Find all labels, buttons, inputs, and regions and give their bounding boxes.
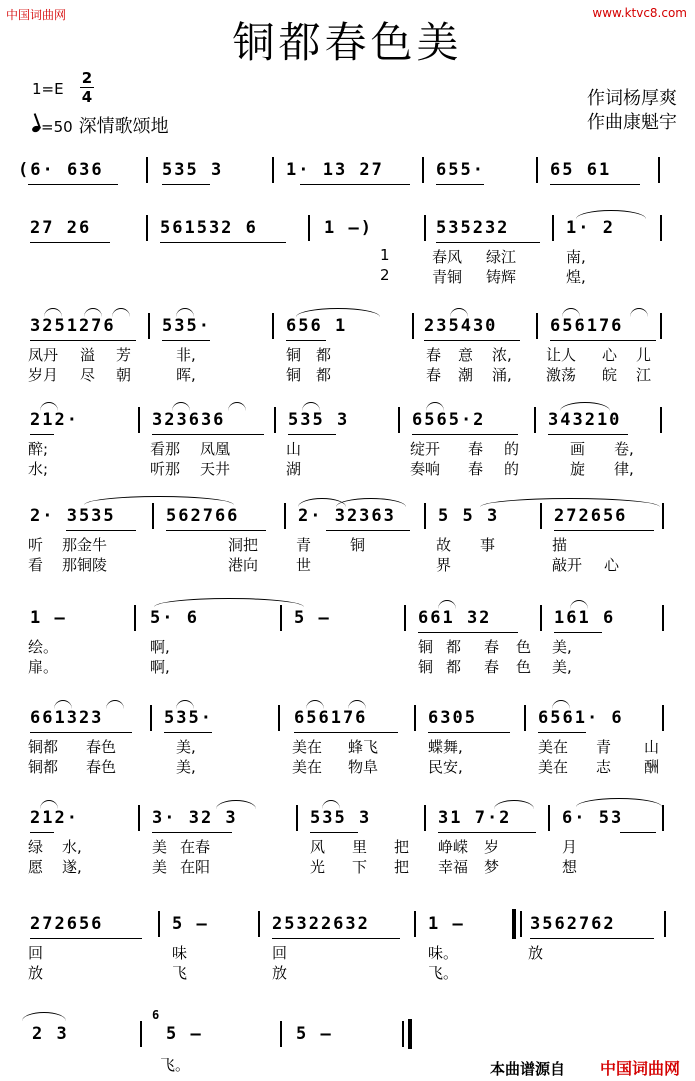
music-line [0, 410, 695, 434]
lyric: 故 [436, 536, 452, 554]
lyric: 心 [604, 556, 620, 574]
lyric: 物阜 [348, 758, 379, 776]
lyric: 事 [480, 536, 496, 554]
bar-line [424, 503, 426, 529]
lyric: 都 [446, 658, 462, 676]
lyric: 铜 [350, 536, 366, 554]
measure: 6· 53 [562, 808, 624, 828]
measure: 535· [162, 316, 211, 336]
lyric: 美在 [292, 758, 323, 776]
bar-line [278, 705, 280, 731]
lyric: 水, [62, 838, 82, 856]
grace-note: 6 [152, 1008, 162, 1022]
lyric: 朝 [116, 366, 132, 384]
music-line [0, 808, 695, 832]
lyric: 飞。 [428, 964, 459, 982]
bar-line [402, 1021, 404, 1047]
lyric: 放 [28, 964, 44, 982]
bar-line [398, 407, 400, 433]
bar-line [548, 805, 550, 831]
lyric: 把 [394, 838, 410, 856]
lyric: 春 [468, 440, 484, 458]
watermark-right: www.ktvc8.com [592, 6, 687, 20]
source-brand-link[interactable]: 中国词曲网 [600, 1059, 681, 1078]
bar-line [520, 911, 522, 937]
lyric: 绿江 [486, 248, 517, 266]
bar-line [404, 605, 406, 631]
lyric: 南, [566, 248, 586, 266]
lyric: 放 [528, 944, 544, 962]
measure: 6565·2 [412, 410, 486, 430]
bar-line [414, 911, 416, 937]
composer-credit: 作曲康魁宇 [587, 112, 677, 133]
measure: 1 — [30, 608, 67, 628]
bar-line [660, 407, 662, 433]
lyric: 非, [176, 346, 196, 364]
measure: 656176 [550, 316, 624, 336]
measure: 535· [164, 708, 213, 728]
lyric: 色 [516, 638, 532, 656]
lyric: 春色 [86, 738, 117, 756]
lyric: 铜 [286, 366, 302, 384]
lyric: 在春 [180, 838, 211, 856]
music-line [0, 608, 695, 632]
measure: (6· 636 [18, 160, 104, 180]
lyric: 铜 [286, 346, 302, 364]
bar-line [148, 313, 150, 339]
measure: 3562762 [530, 914, 616, 934]
lyric: 放 [272, 964, 288, 982]
lyric: 天井 [200, 460, 231, 478]
measure: 535 3 [288, 410, 350, 430]
bar-line [134, 605, 136, 631]
lyric: 山 [286, 440, 302, 458]
lyric: 描 [552, 536, 568, 554]
lyric: 味。 [428, 944, 459, 962]
lyric: 溢 [80, 346, 96, 364]
lyric: 世 [296, 556, 312, 574]
measure: 272656 [554, 506, 628, 526]
lyric: 啊, [150, 658, 170, 676]
lyric: 想 [562, 858, 578, 876]
lyric: 美, [176, 738, 196, 756]
expression-marking: 深情歌颂地 [78, 116, 169, 137]
bar-line [272, 157, 274, 183]
bar-line [284, 503, 286, 529]
lyric: 蜂飞 [348, 738, 379, 756]
bar-line [660, 313, 662, 339]
measure: 535232 [436, 218, 510, 238]
measure: 3251276 [30, 316, 116, 336]
lyric: 铜都 [28, 738, 59, 756]
measure: 3· 32 3 [152, 808, 238, 828]
measure: 5· 6 [150, 608, 199, 628]
bar-line [308, 215, 310, 241]
lyric: 敲开 [552, 556, 583, 574]
measure: 661 32 [418, 608, 492, 628]
bar-line [424, 805, 426, 831]
measure: 561532 6 [160, 218, 258, 238]
measure: 6305 [428, 708, 477, 728]
lyric: 芳 [116, 346, 132, 364]
lyric: 美在 [292, 738, 323, 756]
lyric: 湖 [286, 460, 302, 478]
lyric: 春色 [86, 758, 117, 776]
tempo-value: =50 [41, 118, 73, 136]
lyric: 洞把 [228, 536, 259, 554]
measure: 5 5 3 [438, 506, 500, 526]
bar-line [662, 605, 664, 631]
lyric: 那铜陵 [62, 556, 108, 574]
measure: 5 — [166, 1024, 203, 1044]
lyric: 把 [394, 858, 410, 876]
measure: 161 6 [554, 608, 616, 628]
lyric: 意 [458, 346, 474, 364]
lyric: 绘。 [28, 638, 59, 656]
lyric: 卷, [614, 440, 634, 458]
music-line [0, 160, 695, 184]
measure: 272656 [30, 914, 104, 934]
bar-line [664, 911, 666, 937]
lyric: 江 [636, 366, 652, 384]
music-line [0, 708, 695, 732]
time-signature [80, 70, 94, 105]
lyric: 梦 [484, 858, 500, 876]
music-line [0, 316, 695, 340]
measure: 656176 [294, 708, 368, 728]
music-line [0, 1008, 695, 1048]
measure: 562766 [166, 506, 240, 526]
measure: 535 3 [310, 808, 372, 828]
bar-line [552, 215, 554, 241]
measure: 31 7·2 [438, 808, 512, 828]
bar-line [258, 911, 260, 937]
lyric: 青 [596, 738, 612, 756]
measure: 535 3 [162, 160, 224, 180]
bar-line [662, 503, 664, 529]
lyric: 律, [614, 460, 634, 478]
lyric: 飞 [172, 964, 188, 982]
measure: 343210 [548, 410, 622, 430]
lyric: 尽 [80, 366, 96, 384]
bar-line [540, 605, 542, 631]
lyric: 皖 [602, 366, 618, 384]
bar-line [140, 1021, 142, 1047]
lyric: 风 [310, 838, 326, 856]
lyric: 春 [426, 346, 442, 364]
bar-line [150, 705, 152, 731]
measure: 323636 [152, 410, 226, 430]
music-line [0, 506, 695, 530]
lyric: 听 [28, 536, 44, 554]
lyric: 美在 [538, 738, 569, 756]
lyricist-credit: 作词杨厚爽 [587, 88, 677, 109]
bar-line [152, 503, 154, 529]
lyric: 铜 [418, 638, 434, 656]
bar-line [524, 705, 526, 731]
lyric: 美在 [538, 758, 569, 776]
lyric: 光 [310, 858, 326, 876]
lyric: 铜 [418, 658, 434, 676]
lyric: 遂, [62, 858, 82, 876]
music-line [0, 218, 695, 242]
bar-line [274, 407, 276, 433]
lyric: 醉; [28, 440, 49, 458]
lyric: 凤凰 [200, 440, 231, 458]
measure: 2· 3535 [30, 506, 116, 526]
lyric: 回 [28, 944, 44, 962]
lyric: 听那 [150, 460, 181, 478]
bar-line [658, 157, 660, 183]
lyric: 春 [468, 460, 484, 478]
repeat-bar [512, 909, 516, 939]
measure: 27 26 [30, 218, 92, 238]
measure: 655· [436, 160, 485, 180]
bar-line [534, 407, 536, 433]
lyric: 凤丹 [28, 346, 59, 364]
lyric: 的 [504, 460, 520, 478]
bar-line [662, 705, 664, 731]
bar-line [536, 313, 538, 339]
lyric: 铸辉 [486, 268, 517, 286]
lyric: 青 [296, 536, 312, 554]
lyric: 色 [516, 658, 532, 676]
lyric: 峥嵘 [438, 838, 469, 856]
lyric: 铜都 [28, 758, 59, 776]
measure: 212· [30, 410, 79, 430]
tempo-marking [32, 112, 169, 138]
bar-line [138, 407, 140, 433]
lyric: 扉。 [28, 658, 59, 676]
measure: 5 — [294, 608, 331, 628]
lyric: 绽开 [410, 440, 441, 458]
lyric: 月 [562, 838, 578, 856]
bar-line [414, 705, 416, 731]
bar-line [158, 911, 160, 937]
key-signature: 1=E [32, 80, 64, 98]
lyric: 美 [152, 858, 168, 876]
bar-line [422, 157, 424, 183]
lyric: 那金牛 [62, 536, 108, 554]
bar-line [412, 313, 414, 339]
measure: 1· 2 [566, 218, 615, 238]
bar-line [272, 313, 274, 339]
lyric: 下 [352, 858, 368, 876]
lyric: 美 [152, 838, 168, 856]
lyric: 青铜 [432, 268, 463, 286]
lyric: 看 [28, 556, 44, 574]
lyric: 美, [176, 758, 196, 776]
lyric: 岁 [484, 838, 500, 856]
lyric: 潮 [458, 366, 474, 384]
verse-number: 1 [380, 246, 390, 264]
measure: 2 3 [32, 1024, 69, 1044]
verse-number: 2 [380, 266, 390, 284]
measure: 5 — [172, 914, 209, 934]
lyric: 让人 [546, 346, 577, 364]
bar-line [424, 215, 426, 241]
lyric: 回 [272, 944, 288, 962]
lyric: 看那 [150, 440, 181, 458]
measure: 656 1 [286, 316, 348, 336]
song-title: 铜都春色美 [232, 18, 463, 67]
lyric: 奏响 [410, 460, 441, 478]
measure: 1· 13 27 [286, 160, 384, 180]
measure: 25322632 [272, 914, 370, 934]
lyric: 界 [436, 556, 452, 574]
bar-line [296, 805, 298, 831]
lyric: 山 [644, 738, 660, 756]
lyric: 岁月 [28, 366, 59, 384]
lyric: 心 [602, 346, 618, 364]
lyric: 春 [484, 658, 500, 676]
lyric: 志 [596, 758, 612, 776]
time-signature-bottom: 4 [81, 88, 93, 106]
bar-line [138, 805, 140, 831]
bar-line [536, 157, 538, 183]
music-line [0, 914, 695, 938]
lyric: 里 [352, 838, 368, 856]
bar-line [280, 605, 282, 631]
lyric: 煌, [566, 268, 586, 286]
time-signature-top: 2 [81, 69, 93, 87]
lyric: 啊, [150, 638, 170, 656]
measure: 5 — [296, 1024, 333, 1044]
measure: 212· [30, 808, 79, 828]
lyric: 都 [446, 638, 462, 656]
lyric: 幸福 [438, 858, 469, 876]
final-bar [408, 1019, 412, 1049]
lyric: 晖, [176, 366, 196, 384]
lyric: 的 [504, 440, 520, 458]
watermark-left: 中国词曲网 [6, 8, 67, 22]
measure: 235430 [424, 316, 498, 336]
lyric: 愿 [28, 858, 44, 876]
lyric: 美, [552, 658, 572, 676]
lyric: 都 [316, 366, 332, 384]
lyric: 民安, [428, 758, 463, 776]
lyric: 春风 [432, 248, 463, 266]
measure: 2· 32363 [298, 506, 396, 526]
lyric: 旋 [570, 460, 586, 478]
source-label: 本曲谱源自 [490, 1060, 566, 1078]
bar-line [660, 215, 662, 241]
lyric: 画 [570, 440, 586, 458]
lyric: 涌, [492, 366, 512, 384]
lyric: 激荡 [546, 366, 577, 384]
lyric: 水; [28, 460, 49, 478]
measure: 65 61 [550, 160, 612, 180]
lyric: 春 [484, 638, 500, 656]
measure: 6561· 6 [538, 708, 624, 728]
lyric: 在阳 [180, 858, 211, 876]
bar-line [146, 157, 148, 183]
lyric: 儿 [636, 346, 652, 364]
measure: 1 —) [324, 218, 373, 238]
lyric: 绿 [28, 838, 44, 856]
quarter-note-icon [31, 125, 41, 133]
lyric: 蝶舞, [428, 738, 463, 756]
lyric: 春 [426, 366, 442, 384]
measure: 1 — [428, 914, 465, 934]
bar-line [146, 215, 148, 241]
lyric: 都 [316, 346, 332, 364]
lyric: 酬 [644, 758, 660, 776]
bar-line [662, 805, 664, 831]
measure: 661323 [30, 708, 104, 728]
lyric: 港向 [228, 556, 259, 574]
lyric: 飞。 [160, 1056, 191, 1074]
bar-line [280, 1021, 282, 1047]
lyric: 味 [172, 944, 188, 962]
lyric: 浓, [492, 346, 512, 364]
lyric: 美, [552, 638, 572, 656]
